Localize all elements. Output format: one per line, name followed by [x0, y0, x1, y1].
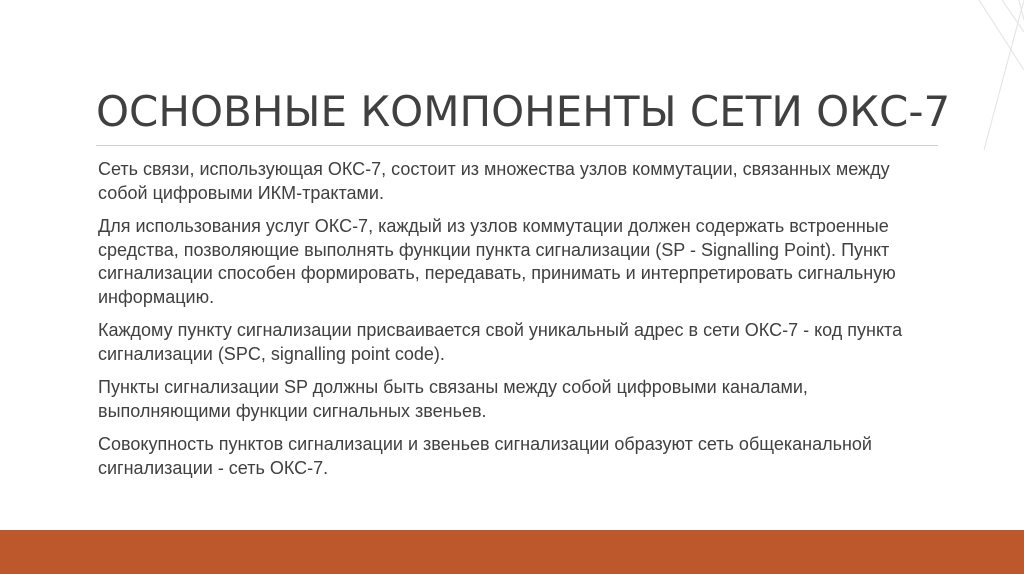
paragraph: Для использования услуг ОКС-7, каждый из узлов коммутации должен содержать встроенные средства, позволяющие выполнять функции пункта сигнализации (SP - Signalling Point). Пункт сигнализации способен формировать, передавать, принимать и интерпретировать сигнальную информацию.: [98, 216, 896, 307]
slide-title: ОСНОВНЫЕ КОМПОНЕНТЫ СЕТИ ОКС-7: [96, 87, 951, 136]
bottom-accent-bar: [0, 530, 1024, 574]
paragraph: Каждому пункту сигнализации присваивается свой уникальный адрес в сети ОКС-7 - код пункта сигнализации (SPC, signalling point code).: [98, 320, 903, 364]
slide-body: [98, 158, 938, 490]
decor-line: [984, 0, 1024, 150]
paragraph: Пункты сигнализации SP должны быть связаны между собой цифровыми каналами, выполняющими функции сигнальных звеньев.: [98, 377, 808, 421]
decor-line: [979, 0, 1024, 70]
paragraph: Совокупность пунктов сигнализации и звеньев сигнализации образуют сеть общеканальной сигнализации - сеть ОКС-7.: [98, 434, 872, 478]
title-divider: [96, 145, 938, 146]
paragraph: Сеть связи, использующая ОКС-7, состоит из множества узлов коммутации, связанных между собой цифровыми ИКМ-трактами.: [98, 159, 890, 203]
